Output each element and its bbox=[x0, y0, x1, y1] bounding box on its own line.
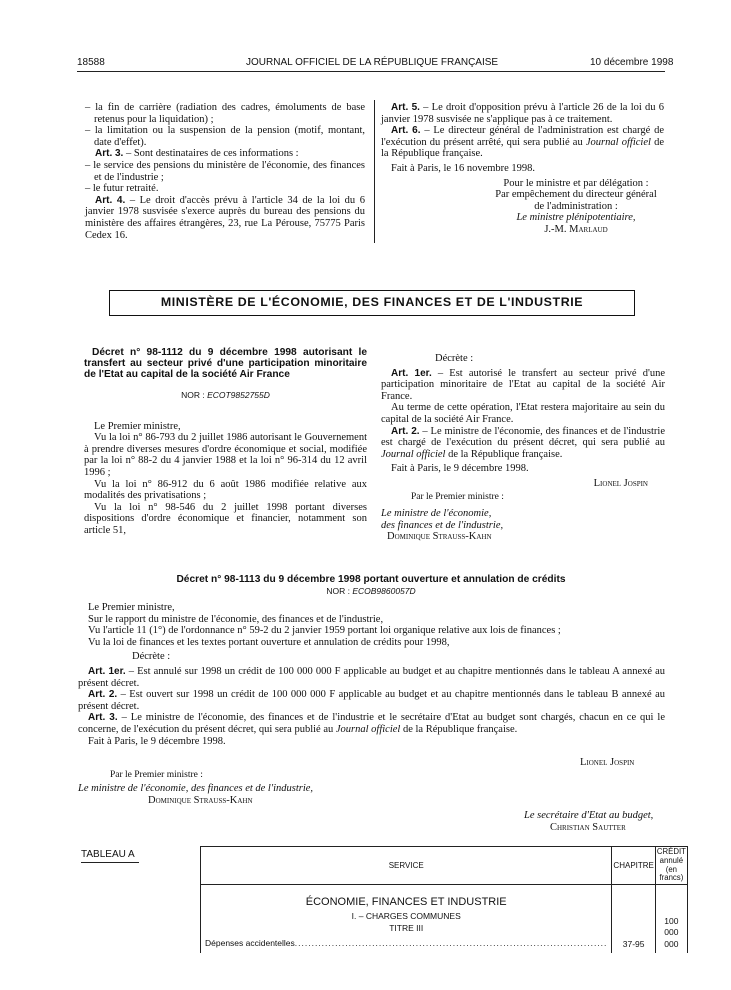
fait-line: Fait à Paris, le 16 novembre 1998. bbox=[391, 162, 536, 174]
article-text: – Le ministre de l'économie, des finances et de l'industrie est chargé de l'exécution du présent décret, qui sera publié au bbox=[381, 425, 666, 449]
nor-code: ECOB9860057D bbox=[352, 586, 416, 596]
par-premier-ministre: Par le Premier ministre : bbox=[110, 770, 203, 780]
nor-reference: NOR : ECOT9852755D bbox=[181, 390, 270, 400]
article-label: Art. 6. bbox=[391, 125, 421, 137]
decree1-left bbox=[84, 347, 367, 537]
minister-name: Dominique Strauss-Kahn bbox=[387, 531, 492, 543]
visa: Vu la loi n° 98-546 du 2 juillet 1998 portant diverses dispositions d'ordre économique et financier, notamment son article 51, bbox=[84, 501, 367, 536]
article-text: – Le droit d'accès prévu à l'article 34 de la loi du 6 janvier 1978 susvisée s'exerce auprès du bureau des pensions du ministère des affaires étrangères, 23, rue La Pérouse, 75775 Paris Cedex 16. bbox=[85, 194, 365, 241]
signer-name: Lionel Jospin bbox=[580, 757, 635, 768]
article-label: Art. 3. bbox=[95, 148, 124, 160]
fait-line: Fait à Paris, le 9 décembre 1998. bbox=[88, 735, 226, 747]
col-service: SERVICE bbox=[201, 847, 612, 885]
journal-name: Journal officiel bbox=[585, 136, 651, 148]
secretary-title: Le secrétaire d'Etat au budget, bbox=[524, 810, 654, 821]
col-credit: CRÉDIT annulé (en francs) bbox=[655, 847, 687, 885]
prev-decree-right bbox=[381, 102, 664, 236]
section-title: ÉCONOMIE, FINANCES ET INDUSTRIE bbox=[305, 896, 507, 908]
column-divider bbox=[374, 100, 375, 243]
header-date: 10 décembre 1998 bbox=[590, 57, 674, 68]
article-text: – Sont destinataires de ces informations : bbox=[123, 148, 299, 160]
premier-ministre: Le Premier ministre, bbox=[94, 420, 181, 432]
journal-name: Journal officiel bbox=[381, 448, 446, 460]
fait-line: Fait à Paris, le 9 décembre 1998. bbox=[391, 463, 529, 475]
journal-title: JOURNAL OFFICIEL DE LA RÉPUBLIQUE FRANÇAISE bbox=[246, 57, 499, 68]
article-label: Art. 1er. bbox=[391, 367, 432, 379]
visa: Vu la loi de finances et les textes portant ouverture et annulation de crédits pour 1998, bbox=[88, 636, 450, 648]
decree1-right bbox=[381, 353, 665, 543]
article-label: Art. 5. bbox=[391, 102, 420, 113]
article-text: – Est ouvert sur 1998 un crédit de 100 000 000 F applicable au budget et au chapitre mentionnés dans le tableau B annexé au présent décret. bbox=[78, 689, 665, 712]
visa: Vu la loi n° 86-912 du 6 août 1986 modifiée relative aux modalités des privatisations ; bbox=[84, 478, 367, 502]
tableau-label: TABLEAU A bbox=[81, 849, 135, 860]
signature-block bbox=[381, 178, 661, 236]
decrete-label: Décrète : bbox=[132, 651, 171, 663]
article-label: Art. 2. bbox=[88, 689, 118, 701]
journal-name: Journal officiel bbox=[335, 723, 401, 735]
article-label: Art. 4. bbox=[95, 194, 126, 206]
prev-decree-left bbox=[85, 102, 365, 241]
article-text: – Est annulé sur 1998 un crédit de 100 000 000 F applicable au budget et au chapitre mentionnés dans le tableau A annexé au présent décret. bbox=[78, 665, 666, 689]
tableau-label-rule bbox=[81, 862, 139, 863]
minister-title: Le ministre de l'économie, des finances et de l'industrie, bbox=[78, 783, 314, 794]
minister-title: des finances et de l'industrie, bbox=[381, 519, 504, 531]
visa: Vu la loi n° 86-793 du 2 juillet 1986 autorisant le Gouvernement à prendre diverses mesures d'ordre économique et social, modifiée par la loi n° 88-2 du 4 janvier 1988 et la loi n° 96-314 du 12 avril 1996 ; bbox=[84, 432, 367, 478]
premier-ministre: Le Premier ministre, bbox=[88, 602, 175, 613]
article-text: – Le directeur général de l'administration est chargé de l'exécution du présent arrêté, qui sera publié au bbox=[381, 125, 664, 148]
minister-title: Le ministre de l'économie, bbox=[381, 508, 492, 520]
signature-title: Le ministre plénipotentiaire, bbox=[516, 212, 636, 224]
visa: Sur le rapport du ministre de l'économie, des finances et de l'industrie, bbox=[88, 613, 384, 625]
article-label: Art. 1er. bbox=[88, 665, 126, 677]
row-label: Dépenses accidentelles............................................................................................. bbox=[205, 937, 608, 948]
article-text: de la République française. bbox=[381, 136, 664, 160]
signature-line: Par empêchement du directeur général bbox=[495, 189, 657, 201]
row-chapitre: 37-95 bbox=[612, 885, 655, 953]
col-chapitre: CHAPITRE bbox=[612, 847, 655, 885]
decree-title: Décret n° 98-1112 du 9 décembre 1998 autorisant le transfert au secteur privé d'une participation minoritaire de l'Etat au capital de la société Air France bbox=[84, 347, 367, 380]
ministry-banner: MINISTÈRE DE L'ÉCONOMIE, DES FINANCES ET DE L'INDUSTRIE bbox=[109, 290, 635, 316]
article-label: Art. 3. bbox=[88, 712, 118, 724]
signature-line: de l'administration : bbox=[534, 200, 618, 212]
header-rule bbox=[77, 71, 665, 72]
visa: Vu l'article 11 (1°) de l'ordonnance n° 59-2 du 2 janvier 1959 portant loi organique relative aux lois de finances ; bbox=[88, 625, 561, 637]
minister-name: Dominique Strauss-Kahn bbox=[148, 795, 253, 806]
section-subtitle: I. – CHARGES COMMUNES bbox=[351, 910, 461, 921]
signer-name: J.-M. Marlaud bbox=[544, 223, 608, 235]
list-item: – la fin de carrière (radiation des cadres, émoluments de base retenus pour la liquidation) ; bbox=[85, 102, 365, 125]
list-item: – le futur retraité. bbox=[85, 183, 159, 195]
signature-line: Pour le ministre et par délégation : bbox=[503, 177, 649, 189]
article-text: – Est autorisé le transfert au secteur privé d'une participation minoritaire de l'Etat au capital de la société Air France. bbox=[381, 367, 665, 402]
article-text: – Le ministre de l'économie, des finances et de l'industrie et le secrétaire d'Etat au budget sont chargés, chacun en ce qui le concerne, de l'exécution du présent décret, qui sera publié au bbox=[78, 712, 665, 735]
article-text: – Le droit d'opposition prévu à l'article 26 de la loi du 6 janvier 1978 susvisée ne s'applique pas à ce traitement. bbox=[381, 102, 664, 125]
credits-table bbox=[200, 846, 688, 953]
list-item: – le service des pensions du ministère de l'économie, des finances et de l'industrie ; bbox=[85, 159, 365, 183]
table-row bbox=[201, 885, 688, 953]
page-number: 18588 bbox=[77, 57, 105, 68]
secretary-name: Christian Sautter bbox=[550, 822, 626, 833]
signer-name: Lionel Jospin bbox=[593, 477, 648, 489]
article-text: de la République française. bbox=[445, 448, 563, 460]
decrete-label: Décrète : bbox=[435, 353, 474, 364]
section-titre: TITRE III bbox=[389, 923, 424, 934]
row-credit: 100 000 000 bbox=[655, 885, 687, 953]
decree-title: Décret n° 98-1113 du 9 décembre 1998 portant ouverture et annulation de crédits bbox=[176, 574, 566, 585]
decree2-body bbox=[78, 602, 665, 747]
article-text: de la République française. bbox=[400, 723, 518, 735]
article-label: Art. 2. bbox=[391, 425, 420, 437]
list-item: – la limitation ou la suspension de la pension (motif, montant, date d'effet). bbox=[85, 125, 365, 148]
table-header-row bbox=[201, 847, 688, 885]
article-text: Au terme de cette opération, l'Etat restera majoritaire au sein du capital de la société Air France. bbox=[381, 402, 665, 425]
nor-code: ECOT9852755D bbox=[207, 390, 270, 400]
nor-reference: NOR : ECOB9860057D bbox=[326, 586, 416, 596]
par-premier-ministre: Par le Premier ministre : bbox=[411, 491, 504, 502]
